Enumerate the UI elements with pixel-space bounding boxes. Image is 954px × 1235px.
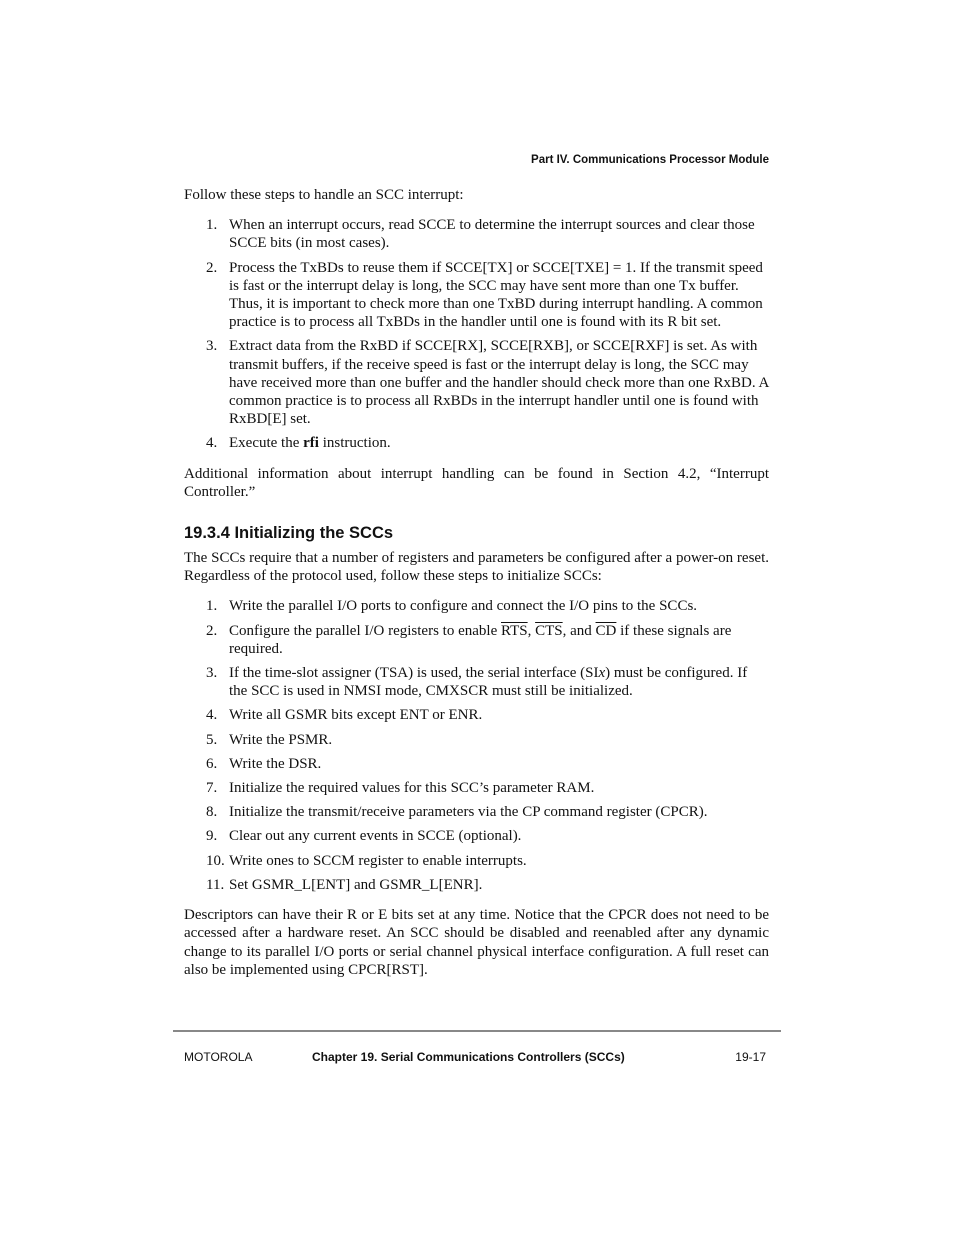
additional-info-paragraph: Additional information about interrupt handling can be found in Section 4.2, “Interrupt Controller.” bbox=[184, 465, 769, 500]
instruction-name: rfi bbox=[303, 435, 319, 452]
list-number: 6. bbox=[206, 755, 218, 772]
list-text: Initialize the required values for this SCC’s parameter RAM. bbox=[229, 780, 595, 797]
running-header: Part IV. Communications Processor Module bbox=[531, 154, 769, 166]
list-number: 2. bbox=[206, 622, 218, 639]
list-text: Extract data from the RxBD if SCCE[RX], SCCE[RXB], or SCCE[RXF] is set. As with transmit buffers, if the receive speed is fast or the interrupt delay is long, the SCC may have received more than one buffer and the handler should check more than one RxBD. A common practice is to process all RxBDs in the interrupt handler until one is found with RxBD[E] set. bbox=[229, 338, 769, 428]
list-item bbox=[184, 779, 769, 797]
list-text: Write the PSMR. bbox=[229, 731, 333, 748]
footer-chapter-title: Chapter 19. Serial Communications Controllers (SCCs) bbox=[312, 1050, 625, 1064]
list-item bbox=[184, 803, 769, 821]
interrupt-steps-list bbox=[184, 216, 769, 452]
list-number: 1. bbox=[206, 217, 218, 234]
list-number: 11. bbox=[206, 876, 225, 893]
list-text: When an interrupt occurs, read SCCE to determine the interrupt sources and clear those SCCE bits (in most cases). bbox=[229, 217, 755, 252]
list-item bbox=[184, 434, 769, 452]
list-text: Set GSMR_L[ENT] and GSMR_L[ENR]. bbox=[229, 876, 483, 893]
list-number: 3. bbox=[206, 338, 218, 355]
list-item bbox=[184, 597, 769, 615]
list-number: 7. bbox=[206, 780, 218, 797]
list-text: Clear out any current events in SCCE (optional). bbox=[229, 828, 522, 845]
list-number: 9. bbox=[206, 828, 218, 845]
interrupt-intro: Follow these steps to handle an SCC interrupt: bbox=[184, 187, 464, 203]
list-item bbox=[184, 337, 769, 428]
list-item bbox=[184, 216, 769, 252]
list-number: 10. bbox=[206, 852, 225, 869]
list-text-a: Configure the parallel I/O registers to enable bbox=[229, 622, 501, 639]
list-text-a: If the time-slot assigner (TSA) is used, the serial interface (SI bbox=[229, 665, 599, 682]
footer-company: MOTOROLA bbox=[184, 1050, 253, 1064]
closing-paragraph: Descriptors can have their R or E bits set at any time. Notice that the CPCR does not need to be accessed after a hardware reset. An SCC should be disabled and reenabled after any dynamic change to its parallel I/O ports or serial channel physical interface configuration. A full reset can also be implemented using CPCR[RST]. bbox=[184, 907, 769, 978]
list-item bbox=[184, 706, 769, 724]
init-steps-list bbox=[184, 597, 769, 894]
signal-rts: $\overline{RTS}$ bbox=[501, 622, 528, 639]
separator: , and bbox=[562, 622, 596, 639]
footer-divider bbox=[173, 1030, 781, 1032]
list-number: 4. bbox=[206, 707, 218, 724]
section-heading: 19.3.4 Initializing the SCCs bbox=[184, 524, 394, 543]
list-text: Process the TxBDs to reuse them if SCCE[TX] or SCCE[TXE] = 1. If the transmit speed is fast or the interrupt delay is long, the SCC may have sent more than one Tx buffer. Thus, it is important to check more than one TxBD during interrupt handling. A common practice is to process all TxBDs in the handler until one is found with its R bit set. bbox=[229, 259, 763, 331]
list-text-post: instruction. bbox=[318, 435, 391, 452]
list-item bbox=[184, 852, 769, 870]
list-number: 3. bbox=[206, 665, 218, 682]
list-text: Write ones to SCCM register to enable interrupts. bbox=[229, 852, 527, 869]
list-number: 2. bbox=[206, 259, 218, 276]
list-item bbox=[184, 664, 769, 700]
page-number: 19-17 bbox=[735, 1050, 766, 1064]
list-text-pre: Execute the bbox=[229, 435, 304, 452]
list-item bbox=[184, 876, 769, 894]
separator: , bbox=[527, 622, 536, 639]
list-text: Write all GSMR bits except ENT or ENR. bbox=[229, 707, 483, 724]
list-text-b: ) must be configured. If the SCC is used in NMSI mode, CMXSCR must still be initialized. bbox=[229, 665, 748, 700]
signal-cts: $\overline{CTS}$ bbox=[535, 622, 563, 639]
list-item bbox=[184, 622, 769, 658]
list-number: 8. bbox=[206, 804, 218, 821]
list-text: Initialize the transmit/receive parameters via the CP command register (CPCR). bbox=[229, 804, 708, 821]
list-text: Write the DSR. bbox=[229, 755, 322, 772]
variable-x: x bbox=[598, 665, 606, 682]
list-number: 5. bbox=[206, 731, 218, 748]
page-body bbox=[184, 186, 769, 979]
list-item bbox=[184, 731, 769, 749]
list-item bbox=[184, 259, 769, 332]
signal-cd: $\overline{CD}$ bbox=[595, 622, 617, 639]
section-intro: The SCCs require that a number of registers and parameters be configured after a power-on reset. Regardless of the protocol used, follow these steps to initialize SCCs: bbox=[184, 550, 769, 585]
list-text-b: if these signals are required. bbox=[229, 622, 732, 657]
list-item bbox=[184, 827, 769, 845]
list-text: Write the parallel I/O ports to configure and connect the I/O pins to the SCCs. bbox=[229, 598, 698, 615]
list-number: 1. bbox=[206, 598, 218, 615]
list-item bbox=[184, 755, 769, 773]
list-number: 4. bbox=[206, 435, 218, 452]
